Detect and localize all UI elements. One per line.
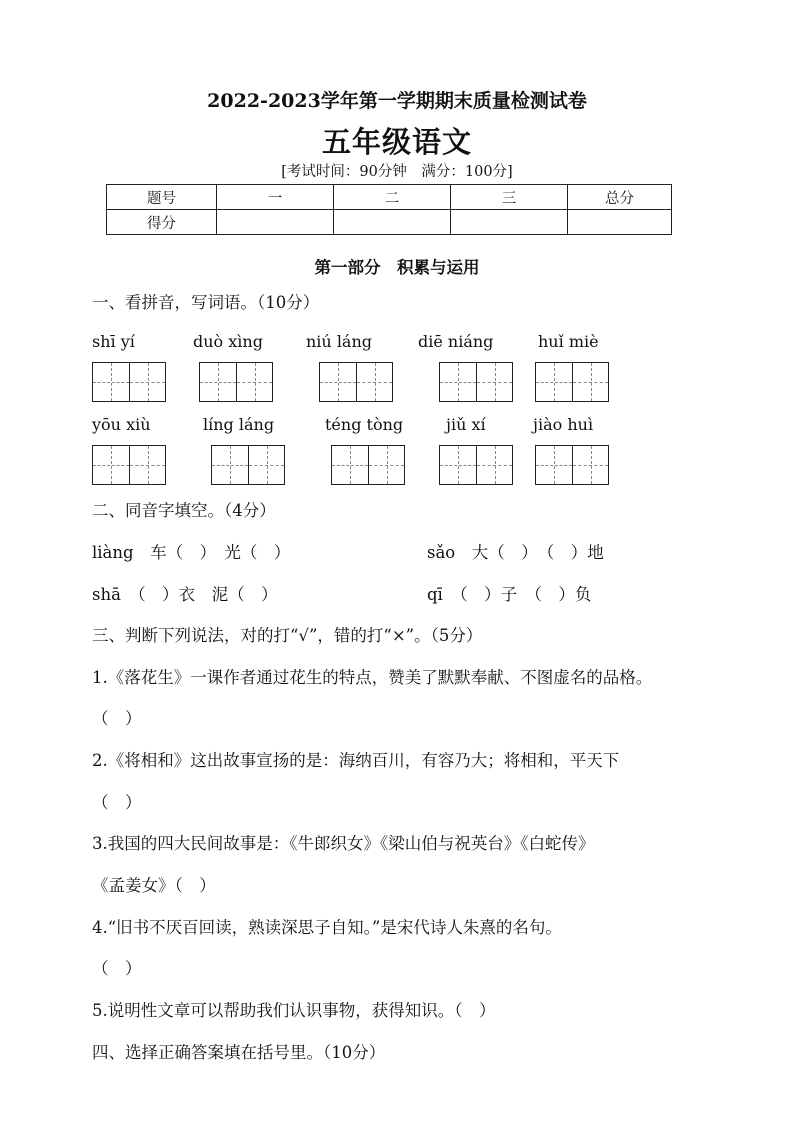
question-2-title: 二、同音字填空。（4分） <box>92 501 276 520</box>
pinyin-label: shī yí <box>92 332 135 351</box>
pinyin-label: niú láng <box>306 332 373 351</box>
pinyin-label: téng tòng <box>325 415 404 434</box>
writing-grid[interactable] <box>439 362 513 402</box>
pinyin-label: diē niáng <box>418 332 494 351</box>
homophone-line: shā （ ）衣 泥（ ） <box>92 585 278 604</box>
writing-grid[interactable] <box>319 362 393 402</box>
table-cell: 二 <box>334 185 451 210</box>
writing-grid[interactable] <box>211 445 285 485</box>
answer-blank[interactable]: （ ） <box>92 793 142 812</box>
section-title: 第一部分 积累与运用 <box>314 258 480 277</box>
pinyin-label: jiǔ xí <box>446 415 486 434</box>
score-field[interactable] <box>451 210 568 235</box>
pinyin-label: duò xìng <box>193 332 263 351</box>
writing-grid[interactable] <box>331 445 405 485</box>
score-table <box>106 184 672 235</box>
homophone-line: sǎo 大（ ） （ ）地 <box>427 543 604 562</box>
writing-grid[interactable] <box>199 362 273 402</box>
pinyin-label: jiào huì <box>533 415 594 434</box>
pinyin-label: líng láng <box>203 415 275 434</box>
table-row <box>107 185 672 210</box>
writing-grid[interactable] <box>535 362 609 402</box>
pinyin-label: yōu xiù <box>92 415 151 434</box>
pinyin-label: huǐ miè <box>538 332 599 351</box>
answer-blank[interactable]: （ ） <box>92 959 142 978</box>
score-field[interactable] <box>568 210 672 235</box>
score-field[interactable] <box>334 210 451 235</box>
table-cell: 总分 <box>568 185 672 210</box>
writing-grid[interactable] <box>439 445 513 485</box>
question-3-title: 三、判断下列说法，对的打“√”，错的打“×”。（5分） <box>92 626 483 645</box>
exam-title: 2022-2023学年第一学期期末质量检测试卷 <box>207 90 587 112</box>
question-4-title: 四、选择正确答案填在括号里。（10分） <box>92 1043 386 1062</box>
question-1-title: 一、看拼音，写词语。（10分） <box>92 293 320 312</box>
judgement-item: 1.《落花生》一课作者通过花生的特点，赞美了默默奉献、不图虚名的品格。 <box>92 668 653 687</box>
judgement-item: 5.说明性文章可以帮助我们认识事物，获得知识。（ ） <box>92 1001 496 1020</box>
homophone-line: qī （ ）子 （ ）负 <box>427 585 592 604</box>
judgement-item: 3.我国的四大民间故事是：《牛郎织女》《梁山伯与祝英台》《白蛇传》 <box>92 834 595 853</box>
answer-blank[interactable]: （ ） <box>92 709 142 728</box>
table-cell: 得分 <box>107 210 217 235</box>
writing-grid[interactable] <box>535 445 609 485</box>
exam-info: [考试时间：90分钟 满分：100分] <box>281 164 513 180</box>
judgement-item: 4.“旧书不厌百回读，熟读深思子自知。”是宋代诗人朱熹的名句。 <box>92 918 562 937</box>
writing-grid[interactable] <box>92 362 166 402</box>
table-row <box>107 210 672 235</box>
judgement-item: 2.《将相和》这出故事宣扬的是：海纳百川，有容乃大；将相和，平天下 <box>92 751 620 770</box>
homophone-line: liàng 车（ ） 光（ ） <box>92 543 291 562</box>
judgement-item-continued: 《孟姜女》（ ） <box>92 876 216 895</box>
writing-grid[interactable] <box>92 445 166 485</box>
score-field[interactable] <box>217 210 334 235</box>
table-cell: 三 <box>451 185 568 210</box>
subject-title: 五年级语文 <box>321 125 472 159</box>
table-cell: 题号 <box>107 185 217 210</box>
table-cell: 一 <box>217 185 334 210</box>
